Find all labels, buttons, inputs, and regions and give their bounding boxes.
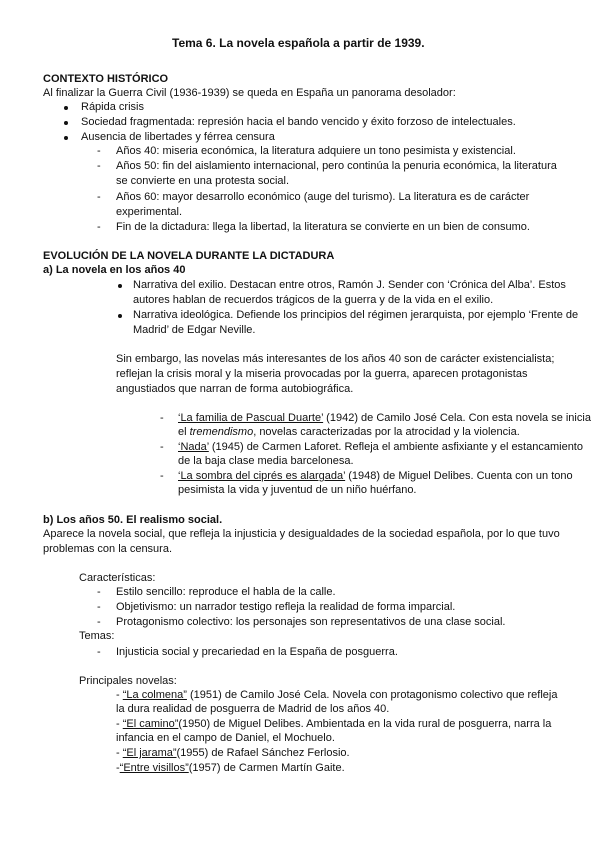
a-bullet-cont: autores hablan de recuerdos trágicos de la guerra y de la vida en el exilio. (133, 294, 494, 306)
a-bullet-cont: Madrid’ de Edgar Neville. (133, 324, 256, 336)
bullet-icon (118, 284, 122, 288)
novela-item: - “La colmena” (1951) de Camilo José Cela. Novela con protagonismo colectivo que refleja (116, 689, 558, 701)
contexto-intro: Al finalizar la Guerra Civil (1936-1939) se queda en España un panorama desolador: (43, 87, 456, 99)
novela-item-cont: la dura realidad de posguerra de Madrid de los años 40. (116, 703, 390, 715)
contexto-bullet: Sociedad fragmentada: represión hacia el bando vencido y éxito forzoso de intelectuales. (81, 116, 516, 128)
a-paragraph-line: reflejan la crisis moral y la miseria provocadas por la guerra, aparecen protagonistas (116, 368, 528, 380)
dash-icon: - (97, 221, 101, 233)
dash-icon: - (160, 441, 164, 453)
contexto-bullet: Rápida crisis (81, 101, 144, 113)
decade-item: Años 40: miseria económica, la literatura adquiere un tono pesimista y existencial. (116, 145, 516, 157)
b-intro-line: Aparece la novela social, que refleja la injusticia y desigualdades de la sociedad española, por lo que tuvo (43, 528, 560, 540)
novel-item: ‘La sombra del ciprés es alargada’ (1948) de Miguel Delibes. Cuenta con un tono (178, 470, 573, 482)
decade-item-cont: se convierte en una protesta social. (116, 175, 290, 187)
subheading-a: a) La novela en los años 40 (43, 264, 186, 276)
novela-title: “La colmena” (122, 689, 187, 701)
bullet-icon (64, 106, 68, 110)
novela-item: - “El jarama”(1955) de Rafael Sánchez Ferlosio. (116, 747, 350, 759)
page-title: Tema 6. La novela española a partir de 1939. (172, 36, 425, 50)
a-paragraph-line: angustiados que narran de forma autobiográfica. (116, 383, 354, 395)
dash-icon: - (160, 412, 164, 424)
novela-title: “El camino” (122, 718, 179, 730)
novel-title: ‘Nada’ (178, 441, 209, 453)
section-heading-evolucion: EVOLUCIÓN DE LA NOVELA DURANTE LA DICTADURA (43, 250, 335, 262)
decade-item: Años 60: mayor desarrollo económico (auge del turismo). La literatura es de carácter (116, 191, 530, 203)
novel-item-cont: pesimista la vida y juventud de un niño huérfano. (178, 484, 417, 496)
novel-item-cont: el tremendismo, novelas caracterizadas por la atrocidad y la violencia. (178, 426, 520, 438)
novela-item-cont: infancia en el campo de Daniel, el Mochuelo. (116, 732, 335, 744)
a-paragraph-line: Sin embargo, las novelas más interesantes de los años 40 son de carácter existencialista; (116, 353, 555, 365)
novel-item-cont: de la baja clase media barcelonesa. (178, 455, 354, 467)
dash-icon: - (97, 616, 101, 628)
contexto-bullet: Ausencia de libertades y férrea censura (81, 131, 275, 143)
dash-icon: - (97, 191, 101, 203)
caracteristicas-label: Características: (79, 572, 156, 584)
novela-title: “Entre visillos” (119, 762, 189, 774)
novel-item: ‘La familia de Pascual Duarte’ (1942) de Camilo José Cela. Con esta novela se inicia (178, 412, 591, 424)
bullet-icon (64, 136, 68, 140)
dash-icon: - (97, 646, 101, 658)
temas-label: Temas: (79, 630, 115, 642)
novela-item: - “El camino”(1950) de Miguel Delibes. Ambientada en la vida rural de posguerra, narra la (116, 718, 552, 730)
subheading-b: b) Los años 50. El realismo social. (43, 514, 223, 526)
novel-title: ‘La sombra del ciprés es alargada’ (178, 470, 346, 482)
b-intro-line: problemas con la censura. (43, 543, 173, 555)
dash-icon: - (97, 586, 101, 598)
a-bullet: Narrativa del exilio. Destacan entre otros, Ramón J. Sender con ‘Crónica del Alba’. Estos (133, 279, 566, 291)
tema-item: Injusticia social y precariedad en la España de posguerra. (116, 646, 398, 658)
dash-icon: - (97, 145, 101, 157)
bullet-icon (118, 314, 122, 318)
caracteristica-item: Protagonismo colectivo: los personajes son representativos de una clase social. (116, 616, 506, 628)
novela-item: -“Entre visillos”(1957) de Carmen Martín Gaite. (116, 762, 345, 774)
a-bullet: Narrativa ideológica. Defiende los principios del régimen jerarquista, por ejemplo ‘Frente de (133, 309, 579, 321)
caracteristica-item: Objetivismo: un narrador testigo refleja la realidad de forma imparcial. (116, 601, 456, 613)
caracteristica-item: Estilo sencillo: reproduce el habla de la calle. (116, 586, 336, 598)
dash-icon: - (97, 160, 101, 172)
decade-item: Fin de la dictadura: llega la libertad, la literatura se convierte en un bien de consumo. (116, 221, 530, 233)
novela-title: “El jarama” (122, 747, 177, 759)
dash-icon: - (160, 470, 164, 482)
novel-item: ‘Nada’ (1945) de Carmen Laforet. Refleja el ambiente asfixiante y el estancamiento (178, 441, 583, 453)
decade-item-cont: experimental. (116, 206, 183, 218)
bullet-icon (64, 121, 68, 125)
novel-title: ‘La familia de Pascual Duarte’ (178, 412, 324, 424)
decade-item: Años 50: fin del aislamiento internacional, pero continúa la penuria económica, la literatura (116, 160, 557, 172)
dash-icon: - (97, 601, 101, 613)
novelas-label: Principales novelas: (79, 675, 177, 687)
section-heading-contexto: CONTEXTO HISTÓRICO (43, 73, 169, 85)
